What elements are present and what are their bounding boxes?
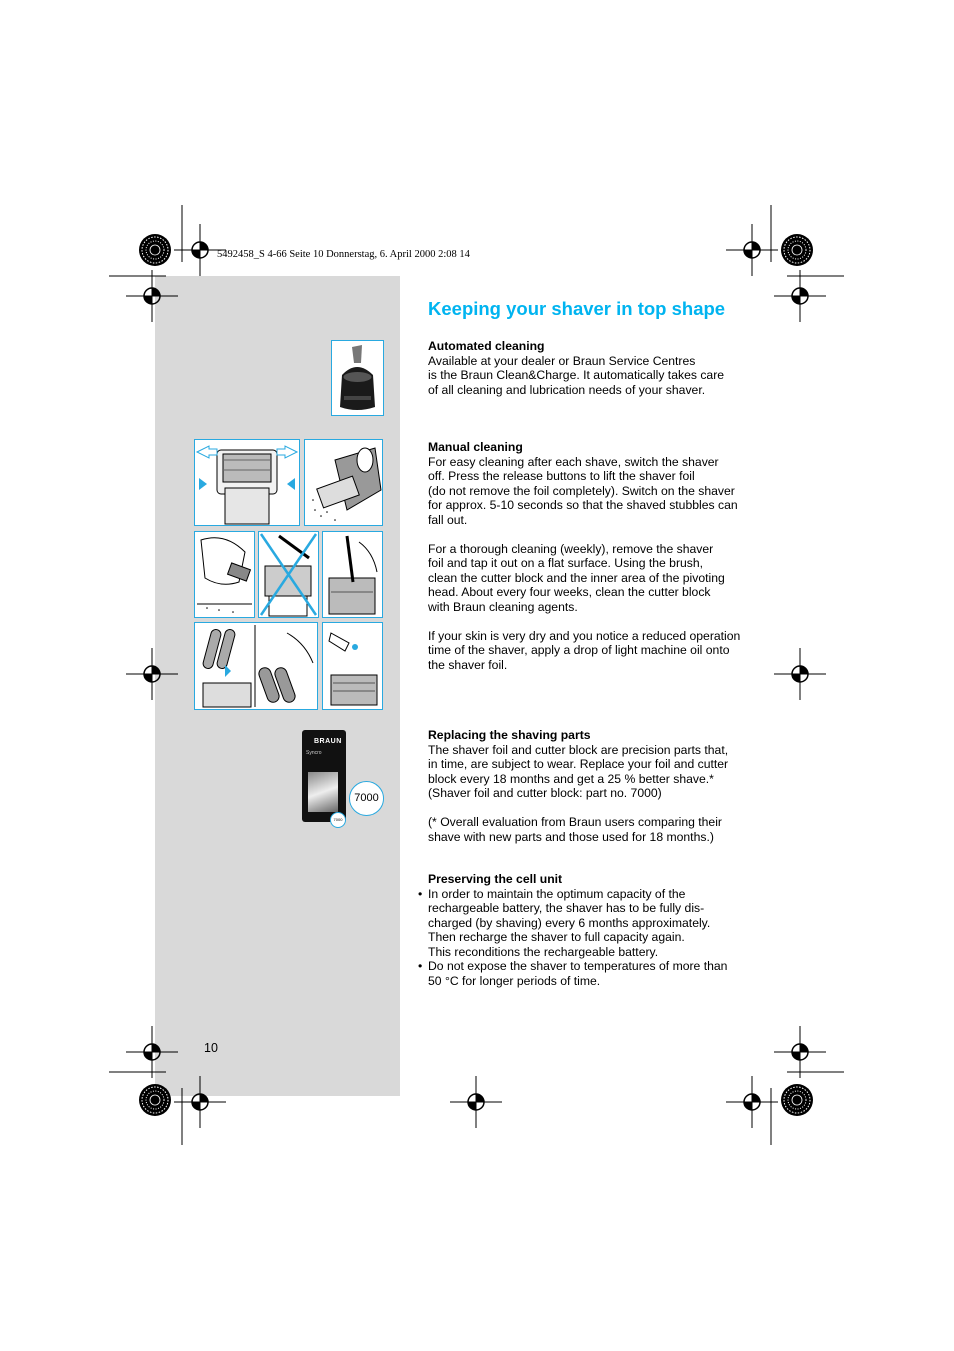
text-line: charged (by shaving) every 6 months approximately. bbox=[428, 915, 711, 930]
section-replacing-parts bbox=[428, 728, 758, 844]
tap-foil-illustration bbox=[194, 531, 255, 618]
part-number-badge bbox=[349, 781, 384, 816]
brand-logo: BRAUN bbox=[314, 738, 342, 745]
text-line: the shaver foil. bbox=[428, 657, 508, 672]
bullet-marker: • bbox=[418, 959, 423, 973]
text-line: of all cleaning and lubrication needs of your shaver. bbox=[428, 382, 706, 397]
text-line: is the Braun Clean&Charge. It automatically takes care bbox=[428, 368, 725, 382]
text-line: clean the cutter block and the inner area of the pivoting bbox=[428, 570, 725, 585]
heading-preserving-cell: Preserving the cell unit bbox=[428, 872, 563, 886]
bullet-marker: • bbox=[418, 886, 423, 901]
text-line: with Braun cleaning agents. bbox=[428, 599, 578, 614]
small-part-badge: 7000 bbox=[330, 812, 346, 828]
package-subtitle: Syncro bbox=[306, 750, 322, 756]
release-buttons-illustration bbox=[194, 439, 300, 526]
heading-automated-cleaning: Automated cleaning bbox=[428, 339, 545, 353]
text-line: If your skin is very dry and you notice a reduced operation bbox=[428, 628, 741, 643]
text-line: Then recharge the shaver to full capacity again. bbox=[428, 930, 685, 944]
text-line: In order to maintain the optimum capacity of the bbox=[428, 886, 686, 901]
section-automated-cleaning bbox=[428, 339, 758, 397]
text-line: off. Press the release buttons to lift the shaver foil bbox=[428, 469, 695, 483]
page-number: 10 bbox=[204, 1041, 218, 1055]
brush-cutter-illustration bbox=[322, 531, 383, 618]
part-number-label: 7000 bbox=[354, 792, 379, 804]
text-line: Available at your dealer or Braun Service Centres bbox=[428, 353, 696, 368]
cutter-block-illustration bbox=[194, 622, 318, 710]
text-line: For a thorough cleaning (weekly), remove the shaver bbox=[428, 541, 714, 556]
text-line: rechargeable battery, the shaver has to be fully dis- bbox=[428, 901, 705, 915]
text-line: shave with new parts and those used for 18 months.) bbox=[428, 829, 714, 844]
text-line: For easy cleaning after each shave, switch the shaver bbox=[428, 454, 719, 469]
text-line: block every 18 months and get a 25 % better shave.* bbox=[428, 771, 714, 786]
text-line: This reconditions the rechargeable battery. bbox=[428, 944, 659, 959]
print-header: 5492458_S 4-66 Seite 10 Donnerstag, 6. April 2000 2:08 14 bbox=[217, 249, 470, 260]
text-line: 50 °C for longer periods of time. bbox=[428, 973, 601, 988]
do-not-brush-foil-illustration bbox=[258, 531, 319, 618]
heading-replacing-parts: Replacing the shaving parts bbox=[428, 728, 591, 742]
text-line: Do not expose the shaver to temperatures of more than bbox=[428, 959, 728, 973]
heading-manual-cleaning: Manual cleaning bbox=[428, 440, 523, 454]
section-preserving-cell bbox=[418, 872, 758, 988]
bullet-item bbox=[418, 959, 758, 988]
text-line: for approx. 5-10 seconds so that the shaved stubbles can bbox=[428, 498, 738, 512]
text-line: The shaver foil and cutter block are precision parts that, bbox=[428, 742, 729, 757]
text-line: (do not remove the foil completely). Switch on the shaver bbox=[428, 483, 735, 498]
section-manual-cleaning bbox=[428, 440, 758, 672]
replacement-part-package bbox=[302, 730, 346, 822]
foil-image bbox=[308, 772, 338, 812]
text-line: foil and tap it out on a flat surface. Using the brush, bbox=[428, 556, 704, 570]
oil-drop-illustration bbox=[322, 622, 383, 710]
text-line: time of the shaver, apply a drop of light machine oil onto bbox=[428, 643, 730, 657]
clean-charge-illustration bbox=[331, 340, 384, 416]
text-line: (* Overall evaluation from Braun users comparing their bbox=[428, 815, 722, 829]
page-title: Keeping your shaver in top shape bbox=[428, 298, 726, 319]
foil-lifted-illustration bbox=[304, 439, 383, 526]
text-line: (Shaver foil and cutter block: part no. 7000) bbox=[428, 786, 662, 800]
text-line: fall out. bbox=[428, 512, 468, 527]
text-line: in time, are subject to wear. Replace your foil and cutter bbox=[428, 757, 729, 771]
text-line: head. About every four weeks, clean the cutter block bbox=[428, 585, 711, 599]
bullet-item bbox=[418, 886, 758, 960]
